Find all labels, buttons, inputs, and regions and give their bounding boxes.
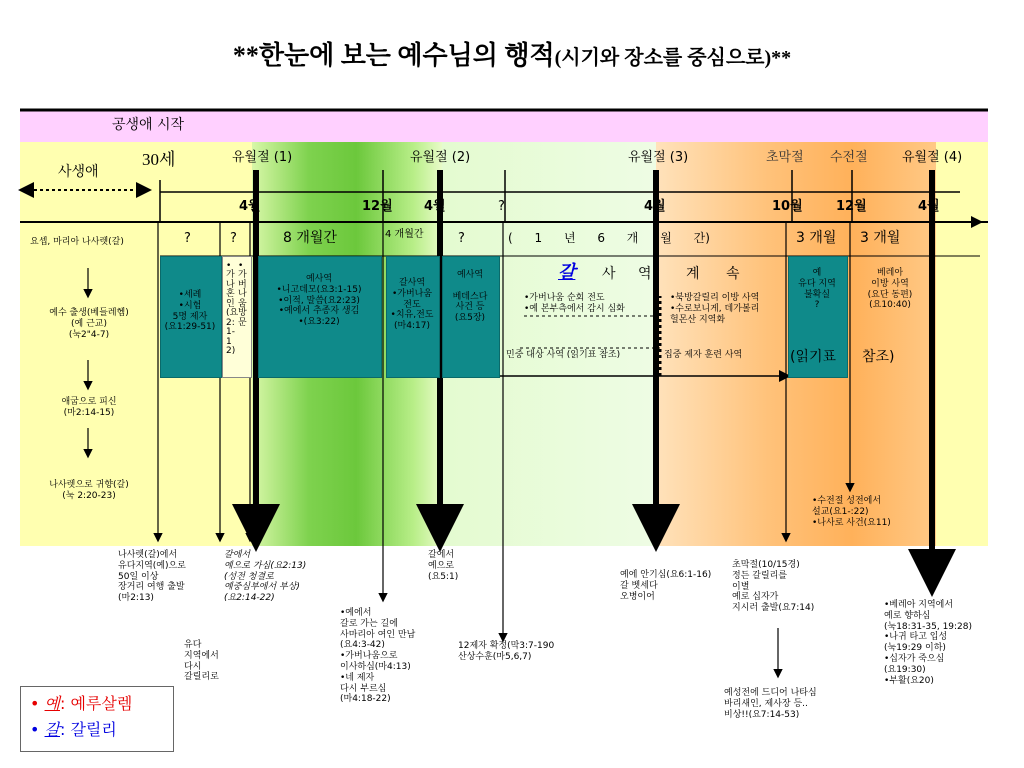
passover-2: 유월절 (2)	[410, 150, 471, 165]
galilee-word-4: 속	[726, 266, 740, 282]
duration-8: 3 개월	[860, 230, 901, 246]
flight-to-egypt: 애굽으로 피신 (마2:14-15)	[61, 397, 117, 418]
note-temple-cleansing: 갈에서 예으로 가심(요2:13) (성전 청결로 예중심부에서 부상) (요2:14-22)	[224, 550, 307, 604]
legend-jerusalem: • 예: 예루살렘	[30, 694, 133, 713]
duration-3: 8 개월간	[283, 230, 337, 246]
note-nazareth-to-judea: 나사렛(갈)에서 유다지역(예)으로 50일 이상 장거리 여행 출발 (마2:13)	[118, 550, 186, 604]
box-cana-text: •가나혼인(요2:1-12)	[226, 261, 239, 356]
box-judea-text: 예 유다 지역 불확실 ?	[798, 268, 836, 311]
public-ministry-start: 공생애 시작	[112, 117, 185, 133]
duration-6: ( 1 년 6 개 월 간)	[508, 231, 710, 245]
legend-galilee-value: : 갈릴리	[60, 720, 117, 739]
joseph-mary-nazareth: 요셉, 마리아 나사렛(갈)	[30, 237, 124, 247]
month-5: 4월	[644, 199, 666, 214]
legend-jerusalem-key: 예	[44, 694, 60, 713]
month-2: 12월	[362, 199, 393, 214]
duration-2: ?	[230, 231, 237, 246]
passover-3: 유월절 (3)	[628, 150, 689, 165]
legend-galilee-key: 갈	[44, 720, 60, 739]
refer-label: 참조)	[862, 349, 895, 365]
box-jerusalem-ministry-text: 예사역 •니고데모(요3:1-15) •이적, 말씀(요2:23) •예에서 추종자 생김 •(요3:22)	[276, 274, 362, 328]
galilee-word-2: 역	[638, 266, 652, 282]
title-sub: (시기와 장소를 중심으로)**	[554, 47, 792, 69]
age-30-label: 30세	[142, 150, 176, 169]
note-feeding-5000: 예에 안기심(요6:1-16) 갈 벳세다 오병이어	[620, 570, 712, 602]
galilee-word-1: 사	[602, 266, 616, 282]
duration-4: 4 개월간	[385, 229, 424, 240]
note-dedication-lazarus: •수전절 성전에서 설교(요1-:22) •나사로 사건(요11)	[812, 496, 891, 528]
page-title	[0, 40, 1024, 71]
feast-dedication: 수전절	[830, 150, 868, 165]
return-to-nazareth: 나사렛으로 귀향(갈) (눅 2:20-23)	[49, 480, 129, 501]
duration-5: ?	[458, 231, 465, 246]
galilee-list-2: •북방갈릴리 이방 사역 •수로보니게, 데가볼리 헐몬산 지역화	[670, 293, 760, 325]
note-passion: •베레아 지역에서 예로 향하심 (눅18:31-35, 19:28) •나귀 타고 입성 (눅19:29 이하) •십자가 죽으심 (요19:30) •부활(요20)	[884, 600, 973, 686]
box-galilee-ministry-text: 갈사역 •가버나움 전도 •치유,전도 (마4:17)	[390, 278, 434, 332]
title-main: **한눈에 보는 예수님의 행적	[232, 41, 555, 70]
month-4: ?	[498, 199, 505, 214]
box-perea-text: 베레아 이방 사역 (요단 동편) (요10:40)	[867, 268, 913, 311]
month-8: 4월	[918, 199, 940, 214]
passover-1: 유월절 (1)	[232, 150, 293, 165]
galilee-word-3: 계	[686, 266, 700, 282]
feast-tabernacles: 초막절	[766, 150, 804, 165]
note-to-jerusalem: 갈에서 예으로 (요5:1)	[428, 550, 459, 582]
note-temple-appearance: 예성전에 드디어 나타심 바리새인, 제사장 등.. 비상!!(요7:14-53)	[724, 688, 817, 720]
legend-jerusalem-value: : 예루살렘	[60, 694, 133, 713]
galilee-heading: 갈	[558, 262, 576, 283]
note-samaria: •예에서 갈로 가는 길에 사마리아 여인 만남 (요4:3-42) •가버나움으로 이사하심(마4:13) •네 제자 다시 부르심 (마4:18-22)	[340, 608, 416, 705]
read-table-label: (읽기표	[790, 349, 837, 365]
ministry-public: 민중 대상 사역 (읽기표 참조)	[506, 350, 621, 360]
galilee-list-1: •가버나움 순회 전도 •예 본부측에서 감시 심화	[524, 293, 625, 314]
box-baptism-text: •세례 •시험 5명 제자 (요1:29-51)	[164, 290, 216, 333]
month-7: 12월	[836, 199, 867, 214]
duration-1: ?	[184, 231, 191, 246]
legend-galilee: • 갈: 갈릴리	[30, 720, 117, 739]
month-1: 4월	[239, 199, 261, 214]
jesus-birth: 예수 출생(베들레헴) (예 근교) (눅2"4-7)	[49, 308, 129, 340]
passover-4: 유월절 (4)	[902, 150, 963, 165]
month-3: 4월	[424, 199, 446, 214]
month-6: 10월	[772, 199, 803, 214]
note-tabernacles: 초막절(10/15경) 정든 갈릴리를 이별 예로 십자가 지시러 출발(요7:14)	[732, 560, 815, 614]
box-capernaum-visit-text: •가버나움방문	[238, 261, 247, 328]
box-bethesda-text: 예사역 베데스다 사건 등 (요5장)	[452, 270, 488, 324]
ministry-disciples: 집중 제자 훈련 사역	[664, 350, 743, 360]
note-twelve-disciples: 12제자 확정(막3:7-190 산상수훈(마5,6,7)	[458, 641, 555, 662]
private-life-label: 사생애	[58, 164, 99, 180]
duration-7: 3 개월	[796, 230, 837, 246]
note-back-to-galilee: 유다 지역에서 다시 갈릴리로	[184, 640, 219, 683]
